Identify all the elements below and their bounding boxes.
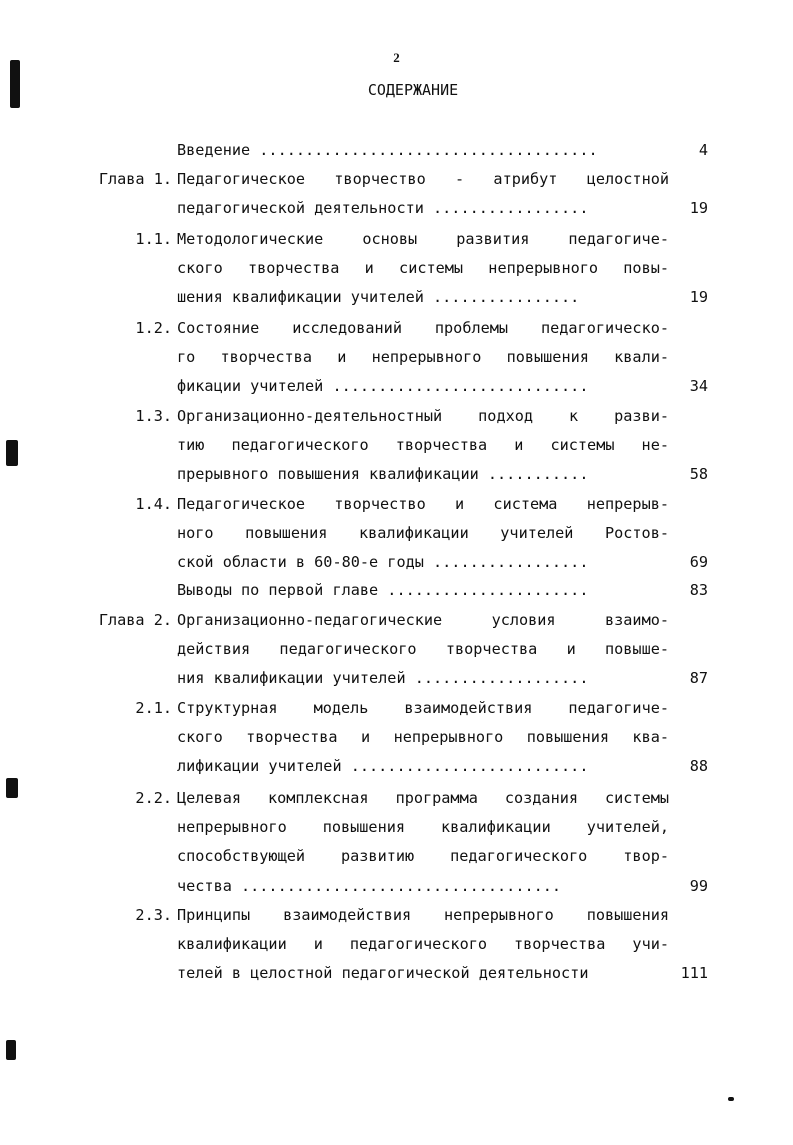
scan-mark-left-3 — [6, 1040, 16, 1060]
toc-entry-line: ния квалификации учителей ................... — [177, 669, 589, 688]
toc-entry-label: 1.3. — [135, 407, 172, 425]
scan-mark-bottom-right — [728, 1097, 734, 1101]
page-number: 2 — [393, 50, 400, 65]
toc-entry-label: Глава 1. — [98, 170, 172, 188]
toc-entry-page: 4 — [698, 141, 708, 159]
toc-entry-line: го творчества и непрерывного повышения квали- — [177, 348, 669, 367]
toc-entry-line: Педагогическое творчество - атрибут целостной — [177, 170, 669, 188]
toc-entry-line: ного повышения квалификации учителей Ростов- — [177, 524, 669, 543]
scan-mark-top-left — [10, 60, 20, 108]
toc-entry-line: тию педагогического творчества и системы не- — [177, 436, 669, 455]
toc-entry-label: 2.1. — [135, 699, 172, 717]
toc-entry-line: Выводы по первой главе ...................... — [177, 581, 589, 599]
toc-entry-label: 1.4. — [135, 495, 172, 513]
toc-entry-line: прерывного повышения квалификации ........... — [177, 465, 589, 484]
toc-entry-page: 83 — [689, 581, 708, 599]
toc-entry-label: 1.1. — [135, 230, 172, 248]
toc-entry-page: 99 — [689, 876, 708, 895]
toc-entry-page: 69 — [689, 553, 708, 572]
toc-entry-label: 1.2. — [135, 319, 172, 337]
toc-entry-line: ской области в 60-80-е годы ................. — [177, 553, 589, 572]
toc-entry-line: педагогической деятельности ................. — [177, 199, 589, 218]
toc-entry-page: 19 — [689, 199, 708, 218]
toc-entry-page: 34 — [689, 377, 708, 396]
toc-entry-line: способствующей развитию педагогического твор- — [177, 847, 669, 866]
toc-entry-line: Организационно-деятельностный подход к разви- — [177, 407, 669, 425]
toc-entry-line: чества ................................... — [177, 876, 562, 895]
toc-entry-line: Целевая комплексная программа создания системы — [177, 789, 669, 807]
toc-entry-line: Структурная модель взаимодействия педагогиче- — [177, 699, 669, 717]
scan-mark-left-2 — [6, 778, 18, 798]
toc-entry-line: Методологические основы развития педагогиче- — [177, 230, 669, 248]
toc-entry-line: Состояние исследований проблемы педагогическо- — [177, 319, 669, 337]
toc-entry-line: Принципы взаимодействия непрерывного повышения — [177, 906, 669, 924]
toc-entry-line: Организационно-педагогические условия взаимо- — [177, 611, 669, 629]
toc-entry-line: ского творчества и непрерывного повышения ква- — [177, 728, 669, 747]
toc-entry-line: лификации учителей .......................... — [177, 757, 589, 776]
toc-entry-line: Педагогическое творчество и система непрерыв- — [177, 495, 669, 513]
toc-entry-label: 2.2. — [135, 789, 172, 807]
toc-title: СОДЕРЖАНИЕ — [367, 81, 459, 99]
toc-entry-page: 58 — [689, 465, 708, 484]
toc-entry-line: непрерывного повышения квалификации учителей, — [177, 818, 669, 837]
toc-entry-page: 111 — [680, 964, 708, 983]
toc-entry-line: телей в целостной педагогической деятельности — [177, 964, 589, 983]
toc-entry-line: фикации учителей ............................ — [177, 377, 589, 396]
toc-entry-page: 19 — [689, 288, 708, 307]
scan-mark-left-1 — [6, 440, 18, 466]
toc-entry-label: 2.3. — [135, 906, 172, 924]
toc-entry-line: ского творчества и системы непрерывного повы- — [177, 259, 669, 278]
toc-entry-page: 88 — [689, 757, 708, 776]
toc-entry-line: Введение ..................................... — [177, 141, 598, 159]
toc-entry-page: 87 — [689, 669, 708, 688]
toc-entry-line: квалификации и педагогического творчества учи- — [177, 935, 669, 954]
toc-entry-line: действия педагогического творчества и повыше- — [177, 640, 669, 659]
toc-entry-line: шения квалификации учителей ................ — [177, 288, 580, 307]
toc-entry-label: Глава 2. — [98, 611, 172, 629]
